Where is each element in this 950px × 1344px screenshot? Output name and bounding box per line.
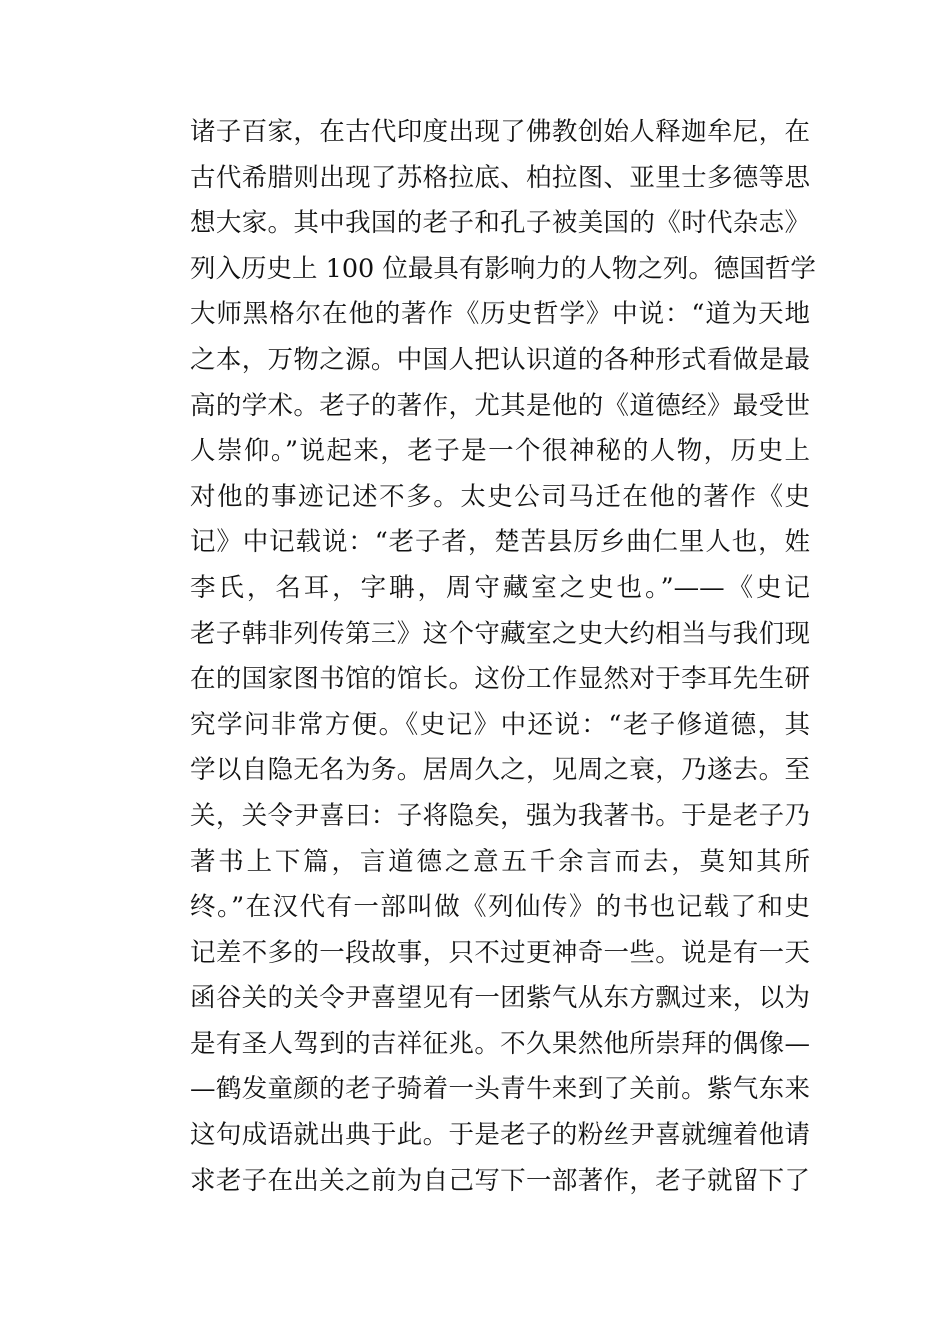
text-line: 对他的事迹记述不多。太史公司马迁在他的著作《史 [190, 481, 810, 512]
text-line: 函谷关的关令尹喜望见有一团紫气从东方飘过来，以为 [190, 983, 810, 1014]
text-line: 古代希腊则出现了苏格拉底、柏拉图、亚里士多德等思 [190, 162, 810, 193]
text-line: 记差不多的一段故事，只不过更神奇一些。说是有一天 [190, 937, 810, 968]
text-line: 记》中记载说：“老子者，楚苦县厉乡曲仁里人也，姓 [190, 527, 810, 558]
text-line: 李氏，名耳，字聃，周守藏室之史也。”——《史记 [190, 572, 810, 603]
text-line: 列入历史上 100 位最具有影响力的人物之列。德国哲学 [190, 253, 816, 284]
text-line: 想大家。其中我国的老子和孔子被美国的《时代杂志》 [190, 208, 810, 239]
text-line: 高的学术。老子的著作，尤其是他的《道德经》最受世 [190, 390, 810, 421]
text-line: 这句成语就出典于此。于是老子的粉丝尹喜就缠着他请 [190, 1120, 810, 1151]
text-line: 终。”在汉代有一部叫做《列仙传》的书也记载了和史 [190, 892, 810, 923]
text-line: 大师黑格尔在他的著作《历史哲学》中说：“道为天地 [190, 299, 810, 330]
text-line: 求老子在出关之前为自己写下一部著作，老子就留下了 [190, 1165, 810, 1196]
text-line: 老子韩非列传第三》这个守藏室之史大约相当与我们现 [190, 618, 810, 649]
text-line: —鹤发童颜的老子骑着一头青牛来到了关前。紫气东来 [190, 1074, 810, 1105]
text-line: 之本，万物之源。中国人把认识道的各种形式看做是最 [190, 344, 810, 375]
text-line: 学以自隐无名为务。居周久之，见周之衰，乃遂去。至 [190, 755, 810, 786]
text-line: 是有圣人驾到的吉祥征兆。不久果然他所崇拜的偶像— [190, 1028, 810, 1059]
text-line: 关，关令尹喜曰：子将隐矣，强为我著书。于是老子乃 [190, 800, 810, 831]
text-line: 在的国家图书馆的馆长。这份工作显然对于李耳先生研 [190, 664, 810, 695]
text-line: 诸子百家，在古代印度出现了佛教创始人释迦牟尼，在 [190, 117, 810, 147]
text-line: 人崇仰。”说起来，老子是一个很神秘的人物，历史上 [190, 436, 810, 467]
body-text [190, 110, 816, 1204]
text-line: 著书上下篇，言道德之意五千余言而去，莫知其所 [190, 846, 810, 877]
text-line: 究学问非常方便。《史记》中还说：“老子修道德，其 [190, 709, 810, 740]
